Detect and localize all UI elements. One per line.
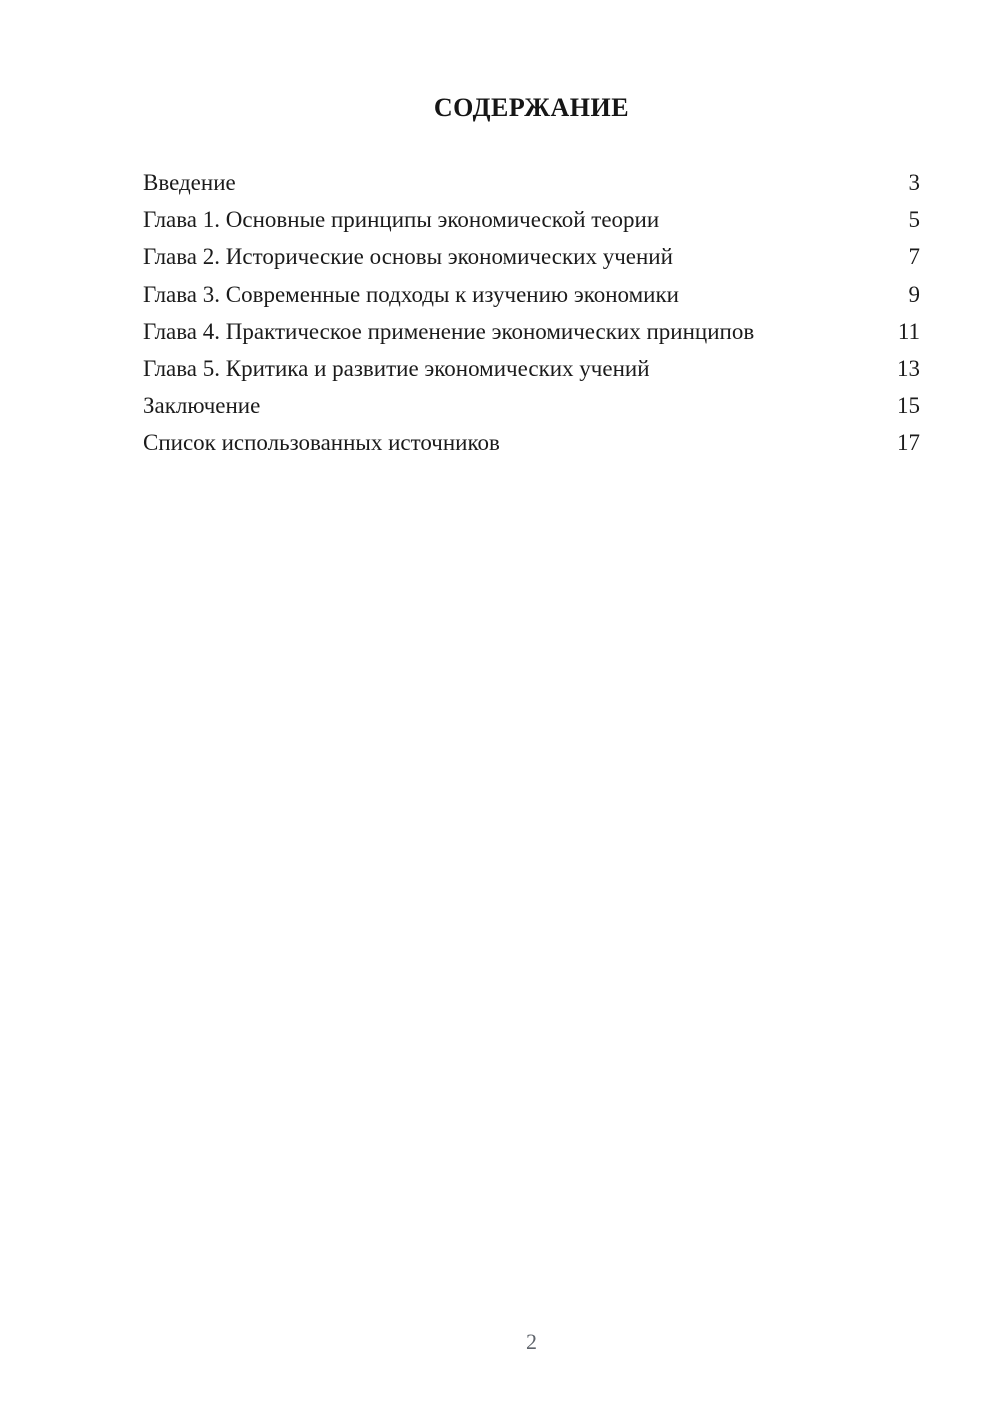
toc-entry-page: 17 — [897, 430, 920, 456]
toc-entry-label: Глава 5. Критика и развитие экономических учений — [143, 355, 650, 381]
toc-entry-page: 3 — [908, 170, 920, 195]
toc-entry-label: Введение — [143, 170, 236, 195]
toc-entry-label: Глава 4. Практическое применение экономических принципов — [143, 318, 755, 344]
toc-entry-label: Глава 1. Основные принципы экономической теории — [143, 207, 660, 233]
toc-entry — [143, 201, 920, 238]
toc-entry-label: Глава 3. Современные подходы к изучению экономики — [143, 281, 679, 307]
toc-entry-page: 9 — [908, 281, 920, 307]
toc-entry-label: Заключение — [143, 393, 261, 419]
toc-entry — [143, 350, 920, 387]
toc-entry — [143, 387, 920, 424]
toc-entry-label: Глава 2. Исторические основы экономических учений — [143, 244, 673, 270]
footer-page-number: 2 — [526, 1329, 537, 1354]
page-title: СОДЕРЖАНИЕ — [433, 93, 630, 122]
toc-entry — [143, 276, 920, 313]
table-of-contents — [143, 164, 920, 462]
toc-entry-page: 7 — [908, 244, 920, 270]
toc-entry — [143, 424, 920, 461]
toc-entry — [143, 313, 920, 350]
toc-entry-page: 11 — [897, 318, 920, 344]
toc-entry-label: Список использованных источников — [143, 430, 500, 456]
toc-entry-page: 13 — [897, 355, 920, 381]
toc-entry-page: 5 — [908, 207, 920, 233]
toc-entry-page: 15 — [897, 393, 920, 419]
toc-entry — [143, 164, 920, 201]
toc-entry — [143, 238, 920, 275]
